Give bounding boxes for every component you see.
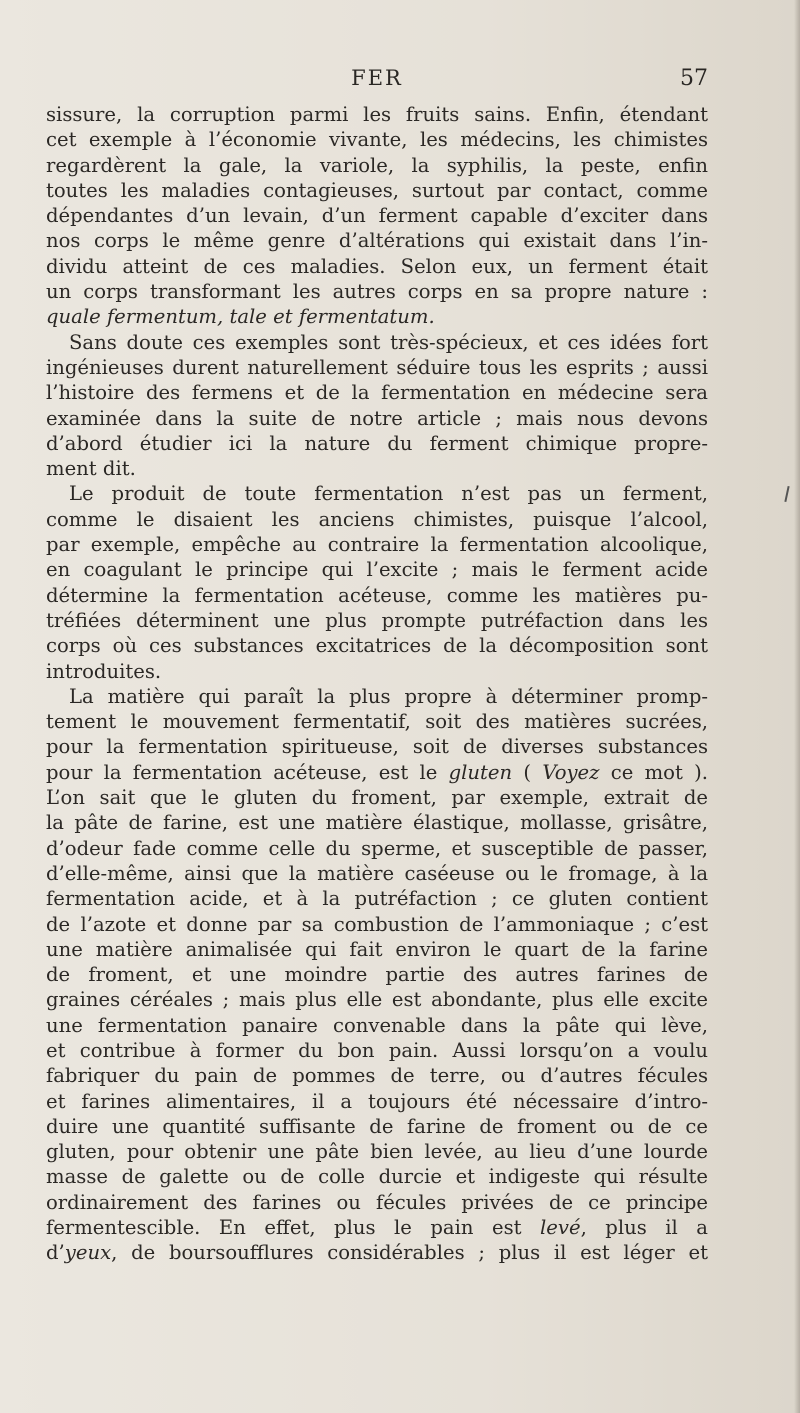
paragraph-2: [46, 330, 708, 482]
text-line: introduites.: [46, 659, 162, 683]
text-line: graines céréales ; mais plus elle est abondante, plus elle excite: [46, 988, 708, 1012]
paragraph-1: [46, 102, 708, 330]
text-line: d’odeur fade comme celle du sperme, et susceptible de passer,: [46, 836, 708, 860]
text-line: de l’azote et donne par sa combustion de l’ammoniaque ; c’est: [46, 912, 708, 936]
text-line: L’on sait que le gluten du froment, par exemple, extrait de: [46, 786, 708, 810]
text-line: par exemple, empêche au contraire la fermentation alcoolique,: [46, 533, 708, 557]
text-segment: (: [512, 760, 543, 784]
text-line: examinée dans la suite de notre article ; mais nous devons: [46, 406, 708, 430]
text-line: ordinairement des farines ou fécules privées de ce principe: [46, 1190, 708, 1214]
text-line: Sans doute ces exemples sont très-spécieux, et ces idées fort: [69, 330, 708, 354]
page-edge-shadow: [794, 0, 800, 1413]
text-line: gluten, pour obtenir une pâte bien levée, au lieu d’une lourde: [46, 1140, 708, 1164]
italic-term: gluten: [448, 760, 513, 784]
italic-term: levé: [540, 1216, 581, 1240]
text-line: Le produit de toute fermentation n’est pas un ferment,: [69, 482, 708, 506]
text-line-gluten: [46, 760, 708, 785]
text-line: ment dit.: [46, 457, 136, 481]
text-line: fabriquer du pain de pommes de terre, ou d’autres fécules: [46, 1064, 708, 1088]
text-line: tréfiées déterminent une plus prompte putréfaction dans les: [46, 608, 708, 632]
page-header: [46, 66, 708, 96]
text-segment: pour la fermentation acéteuse, est le: [46, 760, 449, 784]
text-segment: d’: [46, 1241, 65, 1265]
text-line: regardèrent la gale, la variole, la syphilis, la peste, enfin: [46, 153, 708, 177]
text-line: comme le disaient les anciens chimistes, puisque l’alcool,: [46, 507, 708, 531]
text-line-leve: [46, 1215, 708, 1240]
text-line-italic: [46, 304, 708, 329]
text-line: toutes les maladies contagieuses, surtout par contact, comme: [46, 178, 708, 202]
text-segment: ce mot ).: [599, 760, 708, 784]
text-line: sissure, la corruption parmi les fruits sains. Enfin, étendant: [46, 103, 708, 126]
paragraph-3: [46, 481, 708, 683]
latin-quote: quale fermentum, tale et fermentatum.: [46, 305, 435, 329]
paragraph-4: [46, 684, 708, 1266]
text-line: pour la fermentation spiritueuse, soit de diverses substances: [46, 735, 708, 759]
text-line: dividu atteint de ces maladies. Selon eux, un ferment était: [46, 254, 708, 278]
text-line: fermentation acide, et à la putréfaction ; ce gluten contient: [46, 887, 708, 911]
text-line: corps où ces substances excitatrices de la décomposition sont: [46, 634, 708, 658]
text-line: un corps transformant les autres corps en sa propre nature :: [46, 280, 708, 304]
text-line: masse de galette ou de colle durcie et indigeste qui résulte: [46, 1165, 708, 1189]
text-line: tement le mouvement fermentatif, soit des matières sucrées,: [46, 710, 708, 734]
text-segment: fermentescible. En effet, plus le pain est: [46, 1216, 541, 1240]
page-number: 57: [680, 66, 708, 91]
text-segment: , plus il a: [580, 1216, 708, 1240]
margin-mark: [784, 486, 789, 502]
text-line: La matière qui paraît la plus propre à déterminer promp-: [69, 684, 708, 708]
text-line: nos corps le même genre d’altérations qui existait dans l’in-: [46, 229, 708, 253]
text-segment: , de boursoufflures considérables ; plus il est léger et: [111, 1241, 708, 1265]
body-text: [46, 102, 708, 1266]
running-head: FER: [351, 66, 403, 90]
text-line: et farines alimentaires, il a toujours été nécessaire d’intro-: [46, 1089, 708, 1113]
text-line-yeux: [46, 1240, 708, 1265]
text-line: cet exemple à l’économie vivante, les médecins, les chimistes: [46, 128, 708, 152]
text-line: duire une quantité suffisante de farine de froment ou de ce: [46, 1114, 708, 1138]
text-line: de froment, et une moindre partie des autres farines de: [46, 963, 708, 987]
text-line: une matière animalisée qui fait environ le quart de la farine: [46, 937, 708, 961]
text-line: d’abord étudier ici la nature du ferment chimique propre-: [46, 431, 708, 455]
text-line: l’histoire des fermens et de la fermentation en médecine sera: [46, 381, 708, 405]
text-line: et contribue à former du bon pain. Aussi lorsqu’on a voulu: [46, 1038, 708, 1062]
cross-reference: Voyez: [542, 760, 600, 784]
text-line: détermine la fermentation acéteuse, comme les matières pu-: [46, 583, 708, 607]
text-line: d’elle-même, ainsi que la matière caséeuse ou le fromage, à la: [46, 861, 708, 885]
text-line: en coagulant le principe qui l’excite ; mais le ferment acide: [46, 558, 708, 582]
text-line: la pâte de farine, est une matière élastique, mollasse, grisâtre,: [46, 811, 708, 835]
text-line: une fermentation panaire convenable dans la pâte qui lève,: [46, 1013, 708, 1037]
text-line: dépendantes d’un levain, d’un ferment capable d’exciter dans: [46, 204, 708, 228]
italic-term: yeux: [64, 1241, 112, 1265]
text-line: ingénieuses durent naturellement séduire tous les esprits ; aussi: [46, 355, 708, 379]
